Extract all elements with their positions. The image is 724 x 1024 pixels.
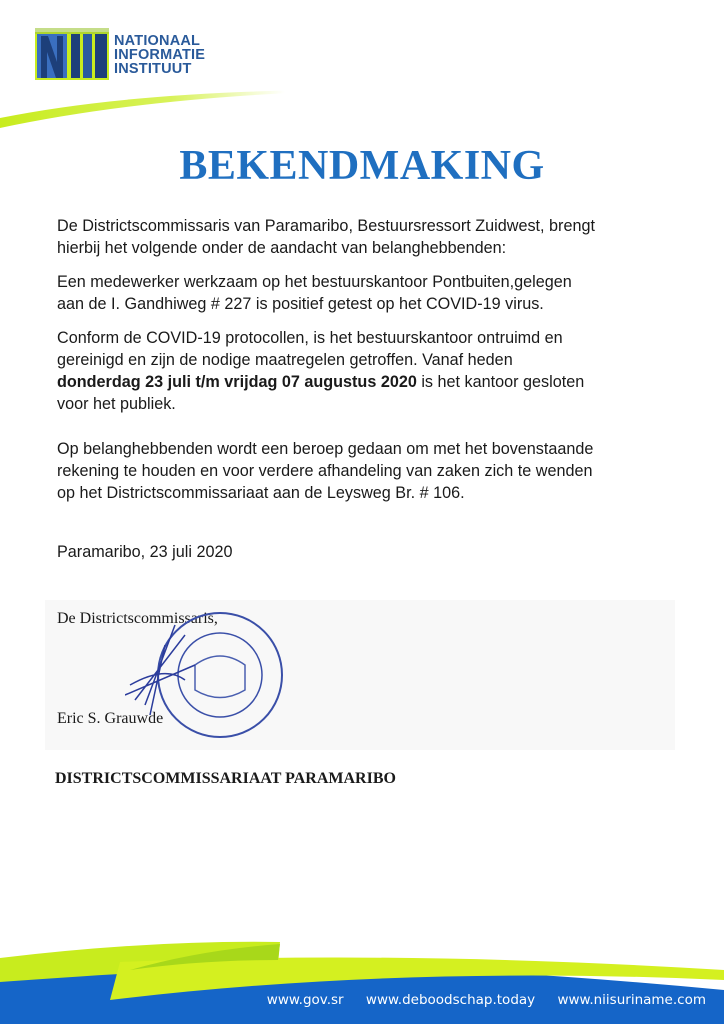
text-line: Conform de COVID-19 protocollen, is het bestuurskantoor ontruimd en bbox=[57, 329, 563, 347]
page-title: BEKENDMAKING bbox=[179, 143, 545, 189]
footer-link-nii[interactable]: www.niisuriname.com bbox=[557, 992, 706, 1008]
signatory-role: De Districtscommissaris, bbox=[57, 610, 218, 627]
signatory-name: Eric S. Grauwde bbox=[57, 710, 164, 727]
nii-logo-icon bbox=[35, 26, 109, 80]
paragraph-request bbox=[57, 438, 593, 504]
text-line: Op belanghebbenden wordt een beroep gedaan om met het bovenstaande bbox=[57, 440, 594, 458]
logo-line: INFORMATIE bbox=[114, 47, 206, 63]
text-line: hierbij het volgende onder de aandacht van belanghebbenden: bbox=[57, 239, 507, 257]
text-fragment: is het kantoor gesloten bbox=[416, 373, 585, 391]
footer-banner bbox=[0, 930, 724, 1024]
text-line: gereinigd en zijn de nodige maatregelen getroffen. Vanaf heden bbox=[57, 351, 513, 369]
footer-link-deboodschap[interactable]: www.deboodschap.today bbox=[365, 992, 536, 1008]
footer-link-gov[interactable]: www.gov.sr bbox=[266, 992, 344, 1008]
text-line: Een medewerker werkzaam op het bestuurskantoor Pontbuiten,gelegen bbox=[57, 273, 572, 291]
logo-text bbox=[114, 34, 205, 76]
office-name: DISTRICTSCOMMISSARIAAT PARAMARIBO bbox=[55, 770, 396, 787]
place-date: Paramaribo, 23 juli 2020 bbox=[57, 543, 233, 561]
text-line: aan de I. Gandhiweg # 227 is positief getest op het COVID-19 virus. bbox=[57, 295, 544, 313]
text-line: op het Districtscommissariaat aan de Leysweg Br. # 106. bbox=[57, 484, 465, 502]
header-swoosh bbox=[0, 80, 724, 130]
text-line: rekening te houden en voor verdere afhandeling van zaken zich te wenden bbox=[57, 462, 593, 480]
logo-line: INSTITUUT bbox=[114, 61, 192, 77]
text-line: De Districtscommissaris van Paramaribo, Bestuursressort Zuidwest, brengt bbox=[57, 217, 595, 235]
paragraph-case bbox=[57, 271, 572, 315]
logo-line: NATIONAAL bbox=[114, 33, 201, 49]
paragraph-closure bbox=[57, 327, 584, 415]
closure-dates: donderdag 23 juli t/m vrijdag 07 augustus 2020 bbox=[57, 373, 417, 391]
paragraph-intro bbox=[57, 215, 595, 259]
text-line: voor het publiek. bbox=[57, 395, 176, 413]
text-line bbox=[57, 371, 584, 393]
footer-links bbox=[249, 992, 706, 1008]
